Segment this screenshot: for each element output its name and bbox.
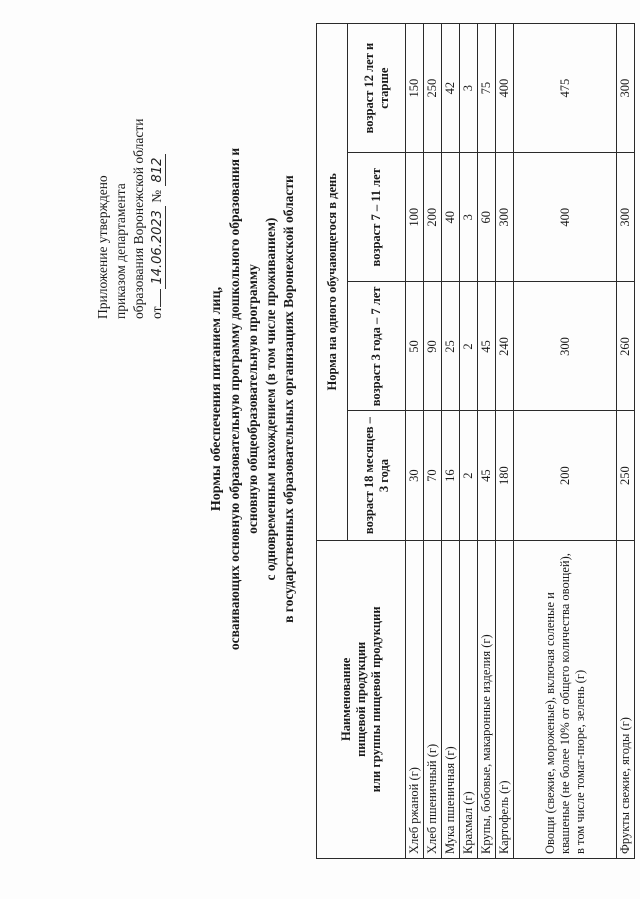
row-product-name: Овощи (свежие, мороженые), включая соленые и квашеные (не более 10% от общего количества овощей), в том числе томат-пюре, зелень (г) bbox=[514, 540, 617, 858]
approval-date-line bbox=[148, 79, 167, 319]
row-value: 75 bbox=[478, 24, 496, 153]
approval-stamp-block bbox=[94, 79, 167, 319]
date-underline bbox=[160, 289, 161, 307]
row-product-name: Крахмал (г) bbox=[460, 540, 478, 858]
row-product-name: Крупы, бобовые, макаронные изделия (г) bbox=[478, 540, 496, 858]
row-value: 250 bbox=[617, 411, 635, 540]
row-value: 60 bbox=[478, 153, 496, 282]
product-name-header-line-3: или группы пищевой продукции bbox=[368, 606, 383, 793]
row-value: 3 bbox=[460, 153, 478, 282]
row-value: 300 bbox=[496, 153, 514, 282]
document-title bbox=[208, 39, 298, 759]
nutrition-norms-table bbox=[316, 23, 635, 859]
table-row bbox=[424, 24, 442, 859]
row-value: 2 bbox=[460, 411, 478, 540]
title-line-5: в государственных образовательных организациях Воронежской области bbox=[281, 175, 296, 623]
row-value: 2 bbox=[460, 282, 478, 411]
approval-line-2: приказом департамента bbox=[113, 183, 128, 319]
table-row bbox=[442, 24, 460, 859]
row-value: 180 bbox=[496, 411, 514, 540]
row-value: 16 bbox=[442, 411, 460, 540]
table-header-row-1 bbox=[317, 24, 348, 859]
table-row bbox=[617, 24, 635, 859]
row-value: 150 bbox=[406, 24, 424, 153]
row-value: 250 bbox=[424, 24, 442, 153]
row-value: 240 bbox=[496, 282, 514, 411]
row-value: 300 bbox=[514, 282, 617, 411]
row-value: 300 bbox=[617, 153, 635, 282]
age-header-18m-3y: возраст 18 месяцев – 3 года bbox=[348, 411, 406, 540]
row-value: 400 bbox=[496, 24, 514, 153]
age-header-7-11y: возраст 7 – 11 лет bbox=[348, 153, 406, 282]
approval-prefix-from: от bbox=[149, 306, 164, 319]
row-value: 70 bbox=[424, 411, 442, 540]
row-value: 25 bbox=[442, 282, 460, 411]
table-row bbox=[478, 24, 496, 859]
title-line-1: Нормы обеспечения питанием лиц, bbox=[209, 286, 224, 512]
row-value: 400 bbox=[514, 153, 617, 282]
row-product-name: Мука пшеничная (г) bbox=[442, 540, 460, 858]
row-value: 100 bbox=[406, 153, 424, 282]
norm-per-student-header: Норма на одного обучающегося в день bbox=[317, 24, 348, 541]
row-value: 45 bbox=[478, 411, 496, 540]
table-row bbox=[460, 24, 478, 859]
row-value: 45 bbox=[478, 282, 496, 411]
row-value: 50 bbox=[406, 282, 424, 411]
approval-line-1: Приложение утверждено bbox=[95, 175, 110, 319]
age-header-3-7y: возраст 3 года – 7 лет bbox=[348, 282, 406, 411]
product-name-header bbox=[317, 540, 406, 858]
row-value: 30 bbox=[406, 411, 424, 540]
row-value: 200 bbox=[514, 411, 617, 540]
table-row bbox=[496, 24, 514, 859]
approval-line-3: образования Воронежской области bbox=[131, 118, 146, 319]
row-product-name: Хлеб пшеничный (г) bbox=[424, 540, 442, 858]
row-product-name: Фрукты свежие, ягоды (г) bbox=[617, 540, 635, 858]
product-name-header-line-1: Наименование bbox=[338, 657, 353, 741]
row-value: 300 bbox=[617, 24, 635, 153]
row-value: 40 bbox=[442, 153, 460, 282]
product-name-header-line-2: пищевой продукции bbox=[353, 641, 368, 757]
approval-number-handwritten: 812 bbox=[150, 154, 166, 187]
approval-number-sign: № bbox=[149, 189, 164, 203]
approval-date-handwritten: 14.06.2023 bbox=[150, 206, 166, 288]
title-line-4: с одновременным нахождением (в том числе проживанием) bbox=[263, 217, 278, 581]
row-product-name: Картофель (г) bbox=[496, 540, 514, 858]
table-row bbox=[406, 24, 424, 859]
row-value: 90 bbox=[424, 282, 442, 411]
row-product-name: Хлеб ржаной (г) bbox=[406, 540, 424, 858]
age-header-12y-plus: возраст 12 лет и старше bbox=[348, 24, 406, 153]
title-line-3: основную общеобразовательную программу bbox=[245, 264, 260, 534]
row-value: 42 bbox=[442, 24, 460, 153]
row-value: 260 bbox=[617, 282, 635, 411]
row-value: 3 bbox=[460, 24, 478, 153]
row-value: 475 bbox=[514, 24, 617, 153]
row-value: 200 bbox=[424, 153, 442, 282]
table-row bbox=[514, 24, 617, 859]
title-line-2: осваивающих основную образовательную программу дошкольного образования и bbox=[227, 147, 242, 651]
